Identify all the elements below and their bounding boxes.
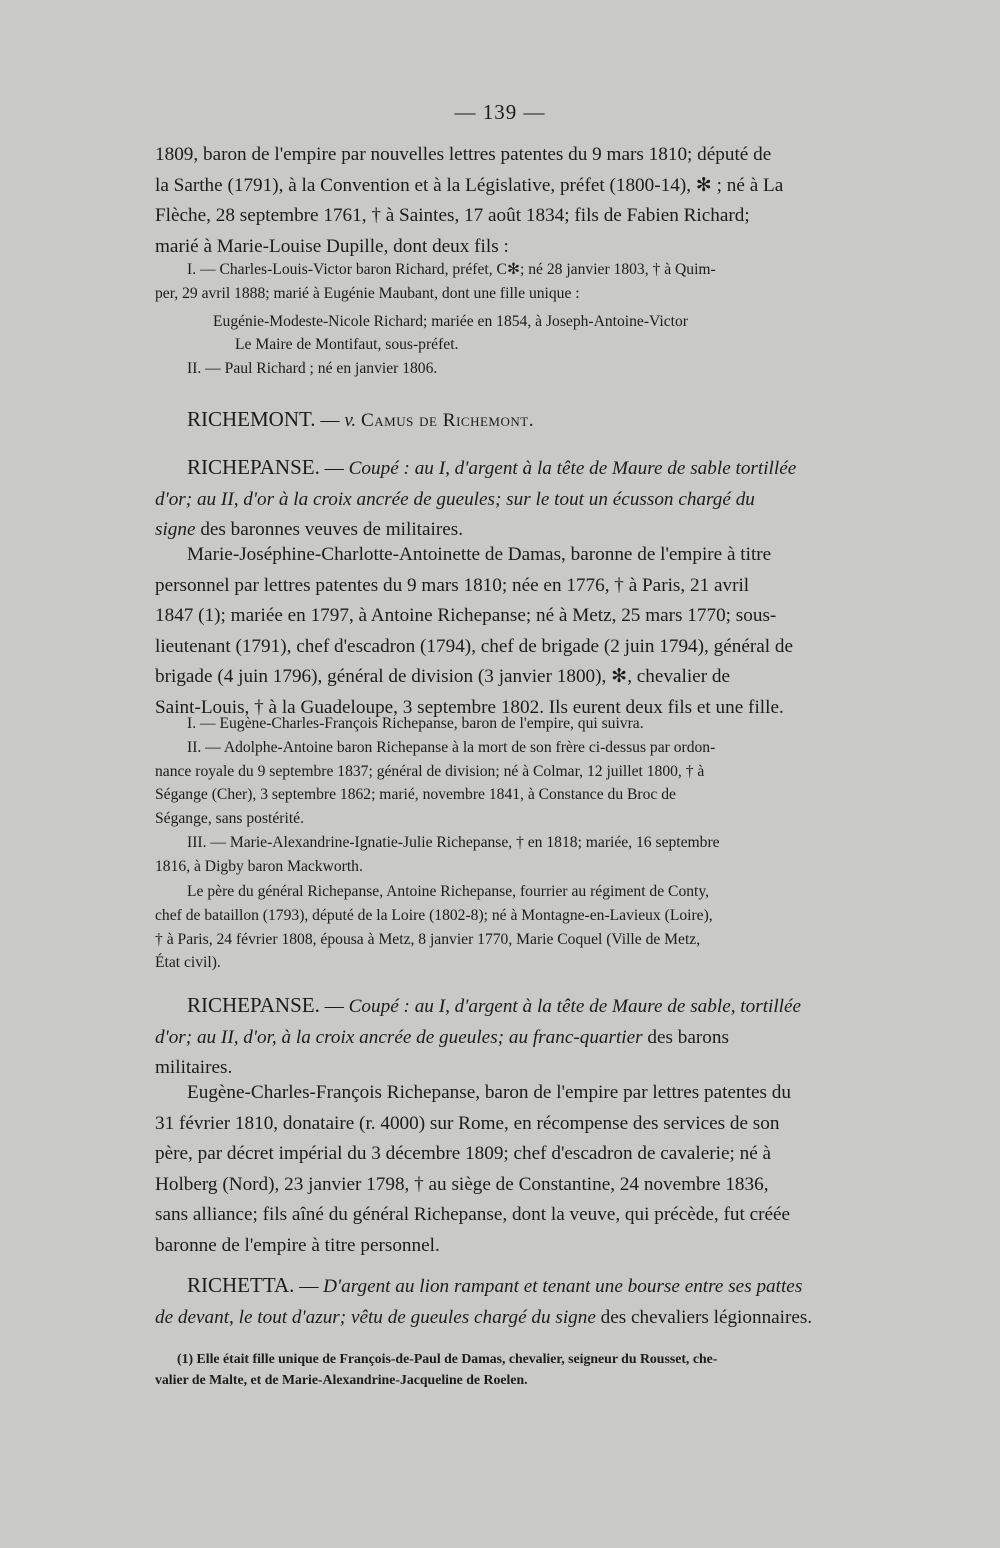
blazon-text: d'or; au II, d'or à la croix ancrée de gueules; sur le tout un écusson chargé du [155,488,755,510]
entry-richetta [155,1270,883,1333]
heading-dash: — [299,1276,319,1297]
footnote-line: (1) Elle était fille unique de François-de-Paul de Damas, chevalier, seigneur du Rousset, che- [177,1351,718,1366]
entry-heading: RICHEPANSE. [187,993,320,1017]
see-reference-prefix: v. [344,410,357,431]
text-line: Saint-Louis, † à la Guadeloupe, 3 septembre 1802. Ils eurent deux fils et une fille. [155,696,784,718]
grandchild-entry-cont: Le Maire de Montifaut, sous-préfet. [235,336,459,354]
entry-heading: RICHETTA. [187,1273,295,1297]
richepanse-1-children [155,712,883,879]
see-reference: Camus de Richemont. [361,410,534,431]
text-line: † à Paris, 24 février 1808, épousa à Metz, 8 janvier 1770, Marie Coquel (Ville de Metz, [155,930,701,948]
child-entry: I. — Charles-Louis-Victor baron Richard, préfet, C✻; né 28 janvier 1803, † à Quim- [187,261,716,278]
child-entry-cont: Ségange (Cher), 3 septembre 1862; marié, novembre 1841, à Constance du Broc de [155,786,676,804]
blazon-text: Coupé : au I, d'argent à la tête de Maure de sable, tortillée [348,996,802,1017]
entry-heading: RICHEMONT. [187,407,316,431]
blazon-text: des chevaliers légionnaires. [595,1306,813,1328]
blazon-text: militaires. [155,1057,233,1078]
text-line: État civil). [155,954,221,972]
child-entry-cont: nance royale du 9 septembre 1837; général de division; né à Colmar, 12 juillet 1800, † à [155,762,705,780]
child-entry: I. — Eugène-Charles-François Richepanse, baron de l'empire, qui suivra. [187,715,644,732]
text-line: père, par décret impérial du 3 décembre 1809; chef d'escadron de cavalerie; né à [155,1143,772,1164]
richepanse-1-paragraph [155,540,883,723]
blazon-text: signe [155,519,196,540]
heading-dash: — [324,996,344,1017]
entry-richemont [155,404,883,437]
entry-richepanse-2 [155,990,883,1084]
richard-children [155,258,883,381]
footnote [155,1348,883,1390]
text-line: 1847 (1); mariée en 1797, à Antoine Richepanse; né à Metz, 25 mars 1770; sous- [155,605,777,626]
text-line: 31 février 1810, donataire (r. 4000) sur Rome, en récompense des services de son [155,1112,780,1134]
text-line: Holberg (Nord), 23 janvier 1798, † au siège de Constantine, 24 novembre 1836, [155,1173,769,1195]
text-line: lieutenant (1791), chef d'escadron (1794), chef de brigade (2 juin 1794), général de [155,635,793,657]
text-line: brigade (4 juin 1796), général de division (3 janvier 1800), ✻, chevalier de [155,666,730,687]
blazon-text: Coupé : au I, d'argent à la tête de Maure de sable tortillée [348,458,797,479]
child-entry: II. — Paul Richard ; né en janvier 1806. [187,360,438,378]
text-line: Eugène-Charles-François Richepanse, baron de l'empire par lettres patentes du [187,1082,791,1103]
blazon-text: d'or; au II, d'or, à la croix ancrée de gueules; au franc-quartier [155,1026,643,1048]
richepanse-2-paragraph [155,1078,883,1261]
child-entry-cont: 1816, à Digby baron Mackworth. [155,857,363,875]
text-line: personnel par lettres patentes du 9 mars 1810; née en 1776, † à Paris, 21 avril [155,574,750,596]
child-entry-cont: per, 29 avril 1888; marié à Eugénie Maubant, dont une fille unique : [155,284,580,302]
footnote-line: valier de Malte, et de Marie-Alexandrine-Jacqueline de Roelen. [155,1372,528,1387]
heading-dash: — [320,410,340,431]
text-line: Marie-Joséphine-Charlotte-Antoinette de Damas, baronne de l'empire à titre [187,544,772,565]
grandchild-entry: Eugénie-Modeste-Nicole Richard; mariée en 1854, à Joseph-Antoine-Victor [213,312,688,330]
entry-richepanse-1 [155,452,883,546]
entry-heading: RICHEPANSE. [187,455,320,479]
text-line: sans alliance; fils aîné du général Richepanse, dont la veuve, qui précède, fut créée [155,1204,791,1225]
top-paragraph [155,140,883,262]
text-line: chef de bataillon (1793), député de la Loire (1802-8); né à Montagne-en-Lavieux (Loire), [155,906,713,924]
page-number: — 139 — [454,100,546,124]
text-line: la Sarthe (1791), à la Convention et à la Législative, préfet (1800-14), ✻ ; né à La [155,174,784,196]
blazon-text: D'argent au lion rampant et tenant une bourse entre ses pattes [323,1276,803,1297]
text-line: marié à Marie-Louise Dupille, dont deux fils : [155,235,509,257]
heading-dash: — [324,458,344,479]
text-line: baronne de l'empire à titre personnel. [155,1234,440,1256]
text-line: Flèche, 28 septembre 1761, † à Saintes, 17 août 1834; fils de Fabien Richard; [155,205,750,226]
richepanse-father-note [155,880,883,975]
child-entry-cont: Ségange, sans postérité. [155,810,304,828]
text-line: 1809, baron de l'empire par nouvelles lettres patentes du 9 mars 1810; député de [155,144,772,165]
child-entry: II. — Adolphe-Antoine baron Richepanse à la mort de son frère ci-dessus par ordon- [187,738,716,756]
child-entry: III. — Marie-Alexandrine-Ignatie-Julie Richepanse, † en 1818; mariée, 16 septembre [187,833,720,851]
blazon-text: des barons [642,1026,729,1048]
blazon-text: de devant, le tout d'azur; vêtu de gueules chargé du signe [155,1306,596,1328]
text-line: Le père du général Richepanse, Antoine Richepanse, fourrier au régiment de Conty, [187,883,710,900]
blazon-text: des baronnes veuves de militaires. [195,519,463,540]
